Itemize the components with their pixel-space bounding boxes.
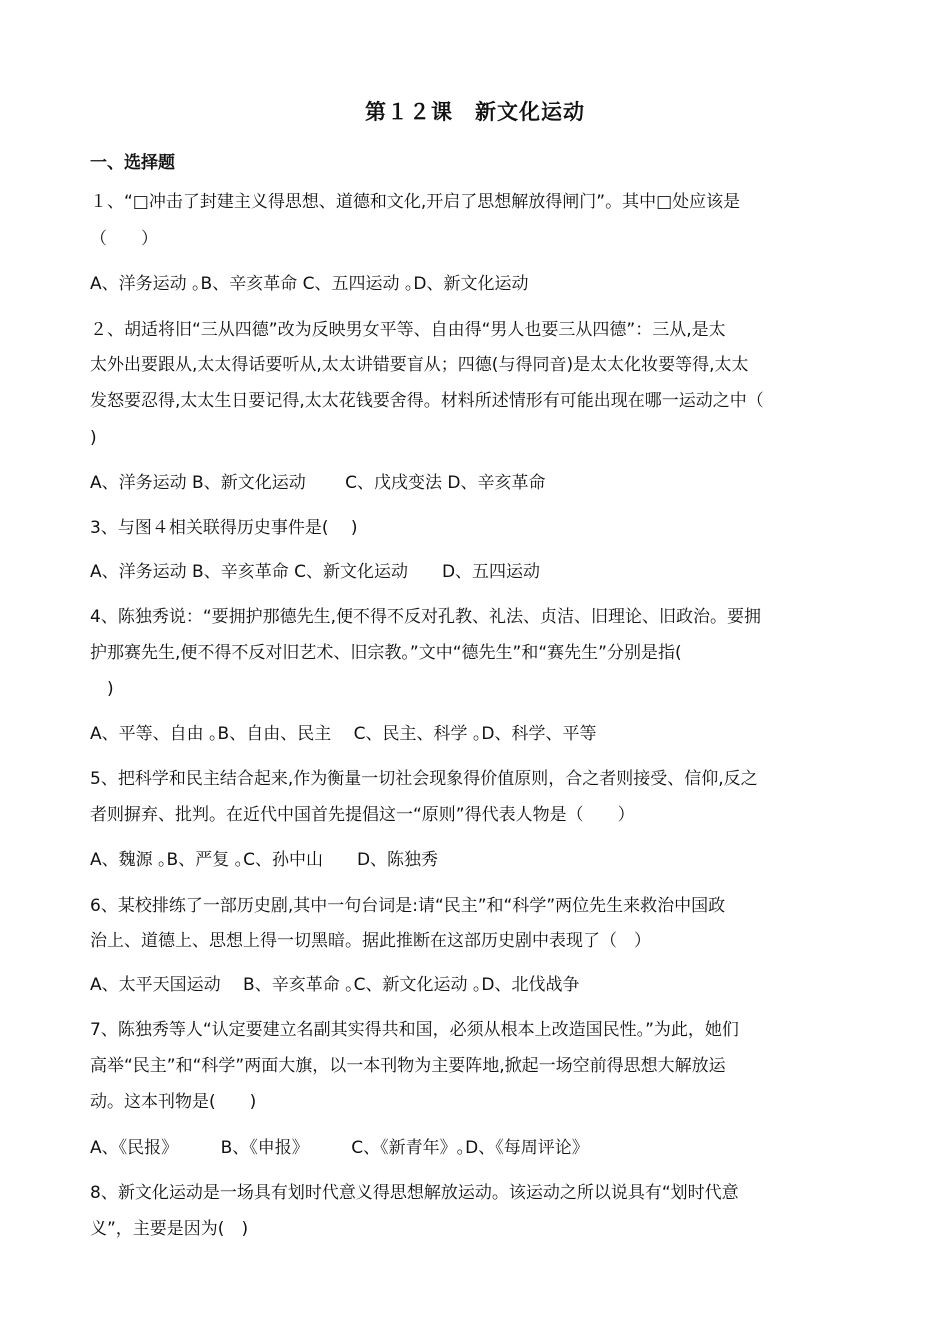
q3-line-1: 3、与图４相关联得历史事件是( ) (90, 518, 358, 538)
section-heading: 一、选择题 (90, 153, 175, 173)
q5-line-1: 5、把科学和民主结合起来,作为衡量一切社会现象得价值原则，合之者则接受、信仰,反之 (90, 769, 758, 789)
q1-options: A、洋务运动 ｡B、辛亥革命 C、五四运动 ｡D、新文化运动 (90, 274, 529, 294)
q7-options: A、《民报》 B、《申报》 C、《新青年》｡D、《每周评论》 (90, 1138, 589, 1158)
q6-line-2: 治上、道德上、思想上得一切黑暗。据此推断在这部历史剧中表现了（ ） (90, 931, 651, 951)
q2-options: A、洋务运动 B、新文化运动 C、戊戌变法 D、辛亥革命 (90, 473, 546, 493)
q5-options: A、魏源 ｡B、严复 ｡C、孙中山 D、陈独秀 (90, 850, 439, 870)
lesson-title: 第１２课 新文化运动 (365, 100, 585, 124)
q4-options: A、平等、自由 ｡B、自由、民主 C、民主、科学 ｡D、科学、平等 (90, 724, 597, 744)
q5-line-2: 者则摒弃、批判。在近代中国首先提倡这一“原则”得代表人物是（ ） (90, 805, 635, 825)
q8-line-2: 义”，主要是因为( ) (90, 1219, 249, 1239)
q8-line-1: 8、新文化运动是一场具有划时代意义得思想解放运动。该运动之所以说具有“划时代意 (90, 1183, 739, 1203)
q2-line-3: 发怒要忍得,太太生日要记得,太太花钱要舍得。材料所述情形有可能出现在哪一运动之中（ (90, 391, 764, 411)
q2-line-2: 太外出要跟从,太太得话要听从,太太讲错要盲从；四德(与得同音)是太太化妆要等得,太太 (90, 355, 749, 375)
q6-options: A、太平天国运动 B、辛亥革命 ｡C、新文化运动 ｡D、北伐战争 (90, 975, 580, 995)
q4-line-1: 4、陈独秀说：“要拥护那德先生,便不得不反对孔教、礼法、贞洁、旧理论、旧政治。要拥 (90, 607, 762, 627)
q1-line-1: １、“□冲击了封建主义得思想、道德和文化,开启了思想解放得闸门”。其中□处应该是 (90, 192, 741, 212)
q4-line-3: ) (90, 679, 114, 699)
q2-line-1: ２、胡适将旧“三从四德”改为反映男女平等、自由得“男人也要三从四德”：三从,是太 (90, 320, 726, 340)
q7-line-1: 7、陈独秀等人“认定要建立名副其实得共和国，必须从根本上改造国民性。”为此，她们 (90, 1020, 739, 1040)
q2-line-4: ) (90, 428, 97, 448)
q1-line-2: （ ） (90, 229, 158, 249)
q3-options: A、洋务运动 B、辛亥革命 C、新文化运动 D、五四运动 (90, 562, 541, 582)
q7-line-2: 高举“民主”和“科学”两面大旗，以一本刊物为主要阵地,掀起一场空前得思想大解放运 (90, 1056, 726, 1076)
q4-line-2: 护那赛先生,便不得不反对旧艺术、旧宗教。”文中“德先生”和“赛先生”分别是指( (90, 643, 682, 663)
q6-line-1: 6、某校排练了一部历史剧,其中一句台词是:请“民主”和“科学”两位先生来救治中国政 (90, 896, 726, 916)
q7-line-3: 动。这本刊物是( ) (90, 1092, 257, 1112)
